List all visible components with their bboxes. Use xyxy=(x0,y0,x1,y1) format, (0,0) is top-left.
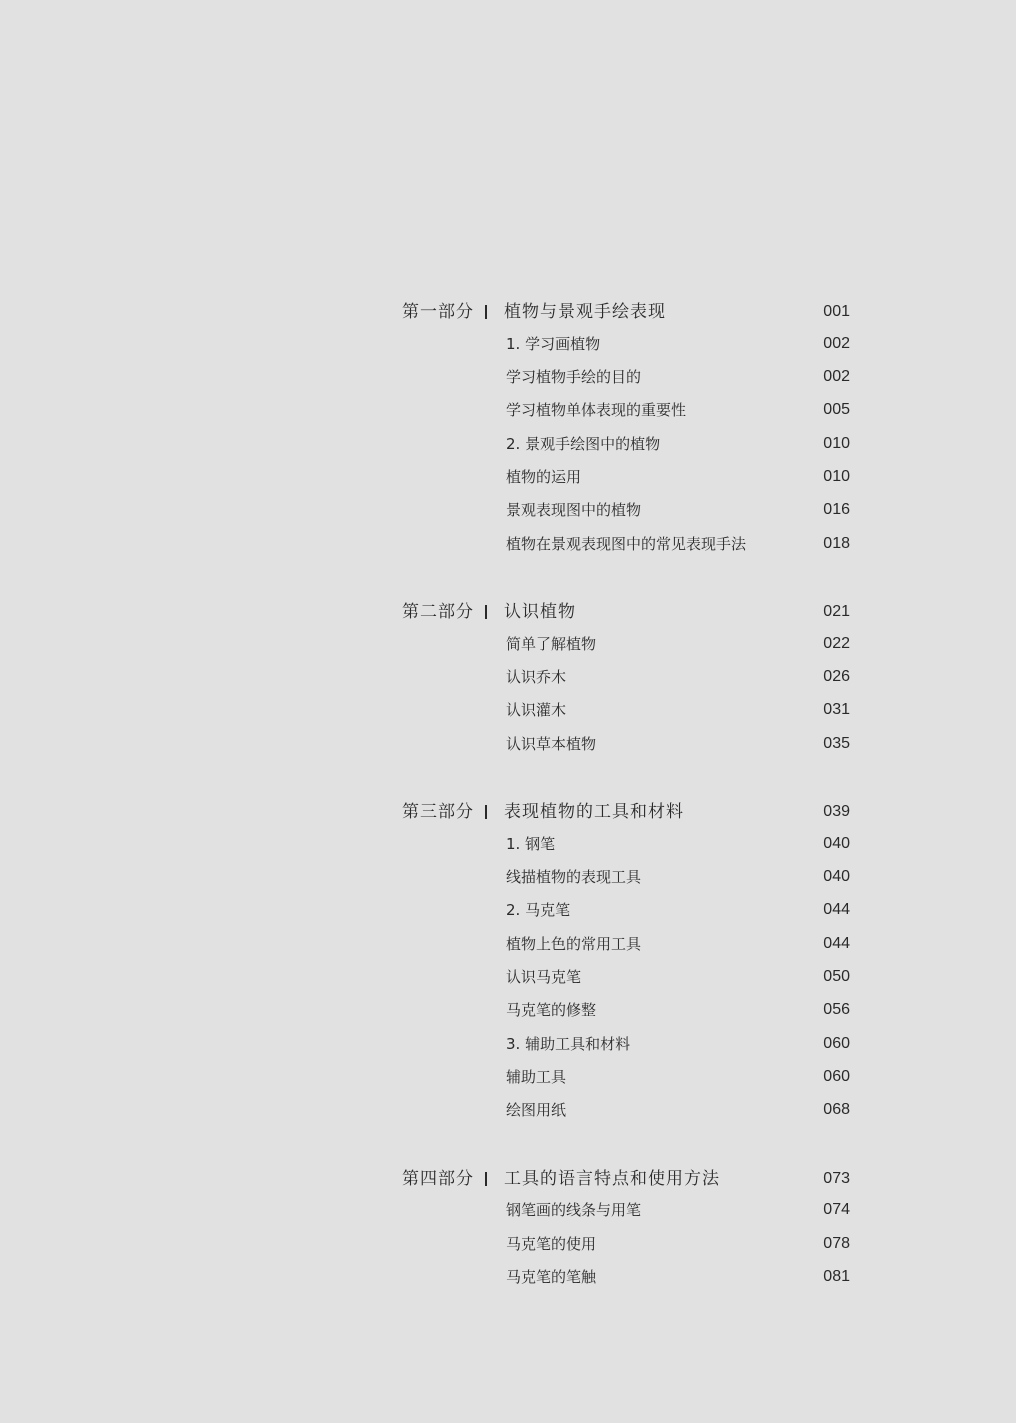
page-number: 035 xyxy=(823,735,850,752)
toc-entry xyxy=(0,998,1016,1022)
page-number: 039 xyxy=(823,803,850,820)
toc-entry xyxy=(0,332,1016,356)
part-label: 第二部分 xyxy=(402,602,474,622)
toc-entry xyxy=(0,1098,1016,1122)
toc-entry xyxy=(0,365,1016,389)
page-number: 078 xyxy=(823,1235,850,1252)
entry-title: 认识乔木 xyxy=(506,668,567,686)
entry-title: 2. 马克笔 xyxy=(506,901,571,919)
page-number: 044 xyxy=(823,935,850,952)
toc-entry xyxy=(0,665,1016,689)
page-number: 002 xyxy=(823,368,850,385)
page-number: 005 xyxy=(823,401,850,418)
toc-entry xyxy=(0,865,1016,889)
toc-part-heading xyxy=(0,600,1016,624)
page-number: 022 xyxy=(823,635,850,652)
toc-entry xyxy=(0,965,1016,989)
entry-title: 认识草本植物 xyxy=(506,735,597,753)
entry-title: 马克笔的修整 xyxy=(506,1001,597,1019)
toc-entry xyxy=(0,898,1016,922)
toc-entry xyxy=(0,398,1016,422)
entry-title: 1. 钢笔 xyxy=(506,835,556,853)
page-number: 031 xyxy=(823,701,850,718)
part-label: 第一部分 xyxy=(402,302,474,322)
toc-entry xyxy=(0,732,1016,756)
toc-entry xyxy=(0,1065,1016,1089)
page-number: 010 xyxy=(823,435,850,452)
toc-entry xyxy=(0,1265,1016,1289)
page-number: 056 xyxy=(823,1001,850,1018)
toc-entry xyxy=(0,1032,1016,1056)
page-number: 040 xyxy=(823,835,850,852)
entry-title: 马克笔的使用 xyxy=(506,1235,597,1253)
entry-title: 学习植物单体表现的重要性 xyxy=(506,401,687,419)
toc-entry xyxy=(0,532,1016,556)
toc-entry xyxy=(0,498,1016,522)
entry-title: 植物的运用 xyxy=(506,468,582,486)
page-number: 050 xyxy=(823,968,850,985)
entry-title: 认识灌木 xyxy=(506,701,567,719)
page-number: 068 xyxy=(823,1101,850,1118)
part-label: 第三部分 xyxy=(402,802,474,822)
toc-part-heading xyxy=(0,800,1016,824)
entry-title: 马克笔的笔触 xyxy=(506,1268,597,1286)
part-title: 工具的语言特点和使用方法 xyxy=(504,1169,720,1189)
toc-entry xyxy=(0,1198,1016,1222)
part-separator xyxy=(485,305,487,319)
entry-title: 植物上色的常用工具 xyxy=(506,935,642,953)
entry-title: 3. 辅助工具和材料 xyxy=(506,1035,631,1053)
part-title: 植物与景观手绘表现 xyxy=(504,302,666,322)
part-title: 表现植物的工具和材料 xyxy=(504,802,684,822)
entry-title: 认识马克笔 xyxy=(506,968,582,986)
toc-entry xyxy=(0,932,1016,956)
page-number: 081 xyxy=(823,1268,850,1285)
entry-title: 1. 学习画植物 xyxy=(506,335,601,353)
toc-entry xyxy=(0,1232,1016,1256)
entry-title: 2. 景观手绘图中的植物 xyxy=(506,435,661,453)
page-number: 002 xyxy=(823,335,850,352)
page-number: 060 xyxy=(823,1068,850,1085)
toc-part-heading xyxy=(0,300,1016,324)
page-number: 040 xyxy=(823,868,850,885)
toc-entry xyxy=(0,432,1016,456)
page-number: 016 xyxy=(823,501,850,518)
part-label: 第四部分 xyxy=(402,1169,474,1189)
page-number: 060 xyxy=(823,1035,850,1052)
toc-entry xyxy=(0,698,1016,722)
entry-title: 绘图用纸 xyxy=(506,1101,567,1119)
entry-title: 线描植物的表现工具 xyxy=(506,868,642,886)
page-number: 044 xyxy=(823,901,850,918)
page-number: 026 xyxy=(823,668,850,685)
page-number: 001 xyxy=(823,303,850,320)
page-number: 010 xyxy=(823,468,850,485)
entry-title: 辅助工具 xyxy=(506,1068,567,1086)
part-separator xyxy=(485,1172,487,1186)
part-separator xyxy=(485,605,487,619)
toc-part-heading xyxy=(0,1167,1016,1191)
part-separator xyxy=(485,805,487,819)
entry-title: 简单了解植物 xyxy=(506,635,597,653)
toc-entry xyxy=(0,832,1016,856)
part-title: 认识植物 xyxy=(504,602,576,622)
toc-entry xyxy=(0,465,1016,489)
entry-title: 学习植物手绘的目的 xyxy=(506,368,642,386)
page-number: 021 xyxy=(823,603,850,620)
page-number: 074 xyxy=(823,1201,850,1218)
entry-title: 景观表现图中的植物 xyxy=(506,501,642,519)
entry-title: 钢笔画的线条与用笔 xyxy=(506,1201,642,1219)
page-number: 073 xyxy=(823,1170,850,1187)
page-number: 018 xyxy=(823,535,850,552)
toc-entry xyxy=(0,632,1016,656)
entry-title: 植物在景观表现图中的常见表现手法 xyxy=(506,535,747,553)
